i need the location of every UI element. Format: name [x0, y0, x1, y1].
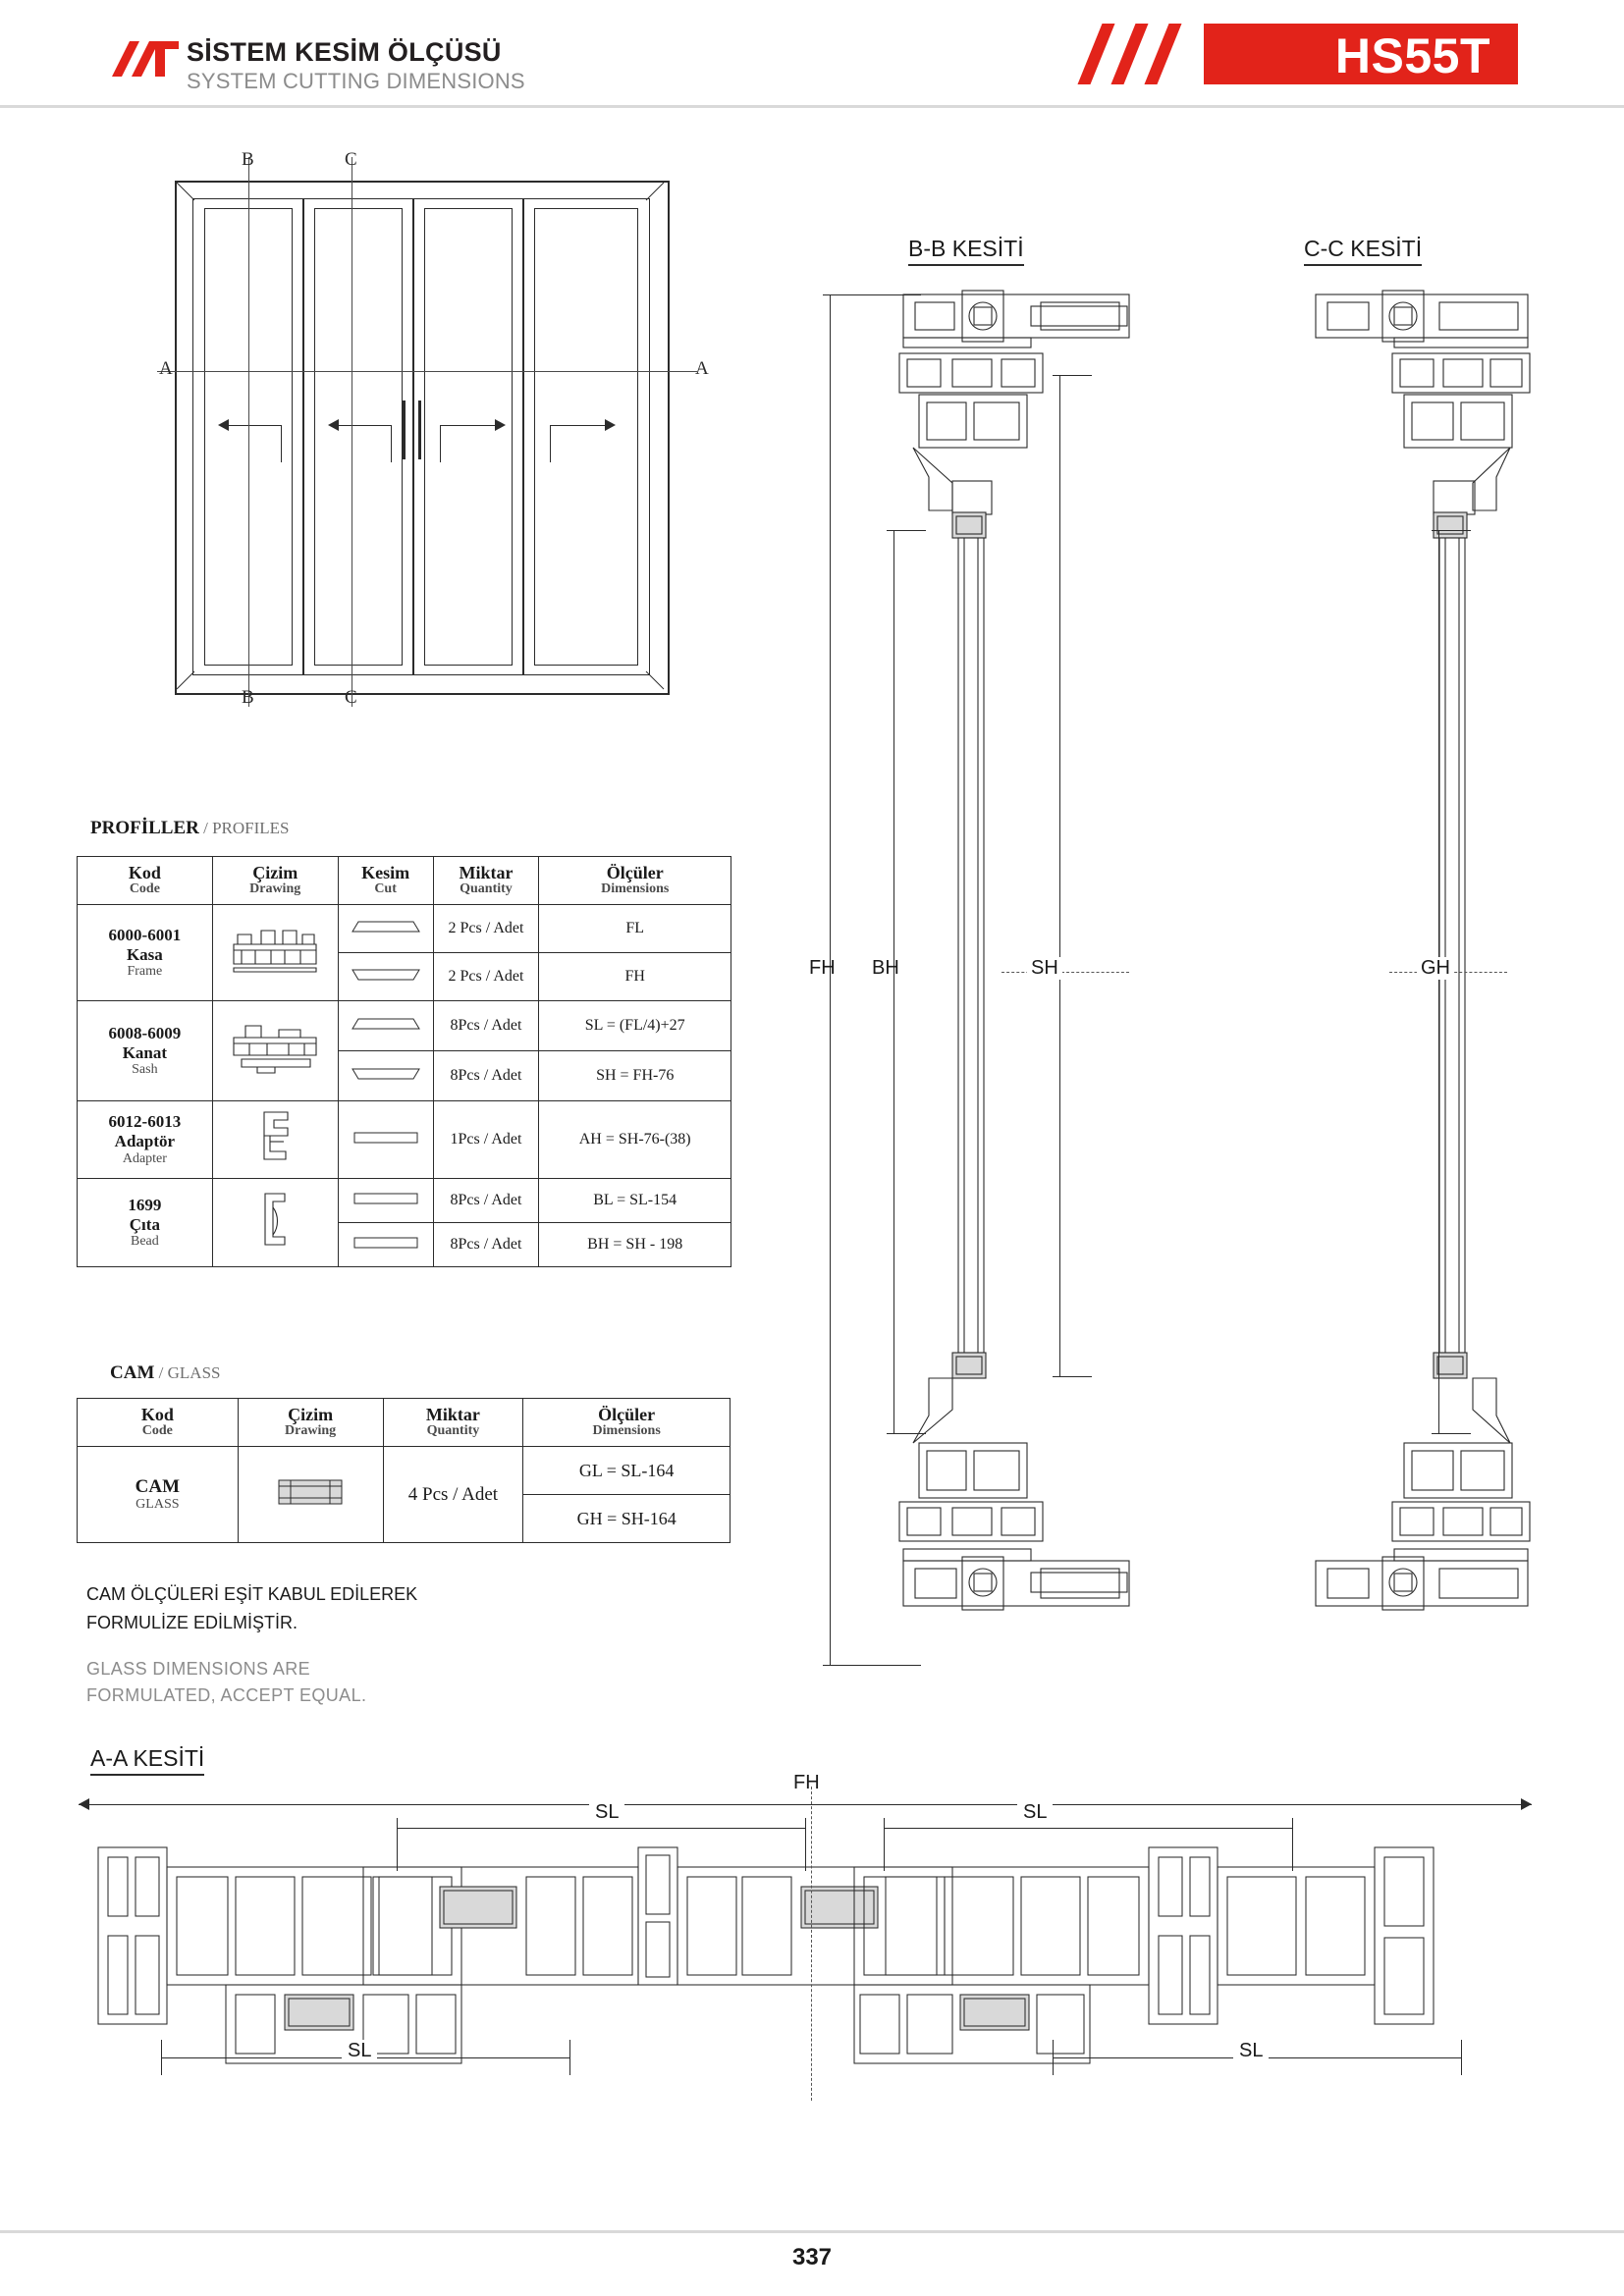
profiles-header-code-en: Code — [129, 881, 160, 897]
profiles-row1-code-num: 6000-6001 — [108, 925, 182, 944]
profiles-row2-qty-2: 8Pcs / Adet — [433, 1051, 539, 1101]
bb-dim-fh-line — [830, 294, 831, 1665]
profiles-row2-code-tr: Kanat — [122, 1042, 168, 1062]
aa-centre-line — [811, 1787, 812, 2101]
profiles-header-code-tr: Kod — [128, 862, 161, 882]
glass-header-dim — [523, 1399, 731, 1447]
profiles-row3-dim-1: AH = SH-76-(38) — [539, 1101, 731, 1179]
glass-label-sep: / — [154, 1363, 168, 1382]
bb-dim-bh-line — [893, 530, 894, 1433]
profiles-row1-cut-2 — [338, 953, 433, 1001]
mark-c-bottom: C — [345, 687, 357, 708]
slide-tick-1 — [281, 425, 282, 462]
section-bb-caption-underline — [908, 264, 1024, 266]
mark-b-bottom: B — [242, 687, 254, 708]
profiles-header-drawing — [212, 857, 338, 905]
aa-dim-sl2-label: SL — [1017, 1801, 1053, 1824]
adapter-profile-icon — [212, 1101, 338, 1179]
profiles-header-drawing-tr: Çizim — [252, 862, 298, 882]
cut-shape-rectangle — [351, 1235, 421, 1251]
profiles-header-cut-en: Cut — [374, 881, 397, 897]
slide-arrow-2 — [336, 425, 391, 426]
aa-dim-sl1-line — [397, 1828, 805, 1829]
note-en-line1: GLASS DIMENSIONS ARE — [86, 1659, 311, 1679]
profiles-row2-dim-2: SH = FH-76 — [539, 1051, 731, 1101]
section-cc-caption-text: C-C KESİTİ — [1304, 236, 1423, 261]
profiles-row4-code-tr: Çıta — [129, 1214, 160, 1234]
aa-dim-sl3-label: SL — [342, 2040, 377, 2062]
profiles-row4-dim-1: BL = SL-154 — [539, 1179, 731, 1223]
profiles-row4-cut-1 — [338, 1179, 433, 1223]
note-tr-line2: FORMULİZE EDİLMİŞTİR. — [86, 1613, 298, 1632]
section-bb-caption-text: B-B KESİTİ — [908, 236, 1024, 261]
glass-row-code — [78, 1447, 239, 1543]
profiles-row4-qty-1: 8Pcs / Adet — [433, 1179, 539, 1223]
slide-arrow-1-head — [218, 419, 229, 431]
header-divider — [0, 105, 1624, 108]
glass-header-qty-tr: Miktar — [425, 1404, 480, 1424]
table-row — [78, 905, 731, 953]
profiles-row1-qty-2: 2 Pcs / Adet — [433, 953, 539, 1001]
glass-unit-icon — [238, 1447, 383, 1543]
aa-dim-sl1-label: SL — [589, 1801, 624, 1824]
profiles-row2-code — [78, 1001, 213, 1101]
glass-row-qty: 4 Pcs / Adet — [383, 1447, 523, 1543]
glass-row-code-tr: CAM — [135, 1475, 181, 1497]
mark-a-left: A — [159, 358, 173, 379]
slide-arrow-3 — [440, 425, 495, 426]
glass-header-code — [78, 1399, 239, 1447]
section-cc-caption-underline — [1304, 264, 1422, 266]
profiles-row4-code-en: Bead — [130, 1234, 159, 1250]
profiles-row3-code — [78, 1101, 213, 1179]
note-tr-line1: CAM ÖLÇÜLERİ EŞİT KABUL EDİLEREK — [86, 1584, 418, 1604]
cut-line-b — [248, 157, 249, 707]
profiles-row4-cut-2 — [338, 1223, 433, 1267]
profiles-row3-code-num: 6012-6013 — [108, 1112, 182, 1132]
bb-dim-fh-bot-tick — [823, 1665, 921, 1666]
section-aa-caption-underline — [90, 1774, 204, 1776]
profiles-header-qty — [433, 857, 539, 905]
handle-left — [403, 400, 406, 459]
aa-dim-fh-label: FH — [787, 1772, 826, 1794]
cut-shape-trapezoid — [351, 967, 421, 983]
glass-header-drawing-en: Drawing — [285, 1423, 337, 1439]
slide-arrow-4 — [550, 425, 605, 426]
bb-dim-bh-label: BH — [872, 957, 899, 979]
glass-table — [77, 1398, 731, 1543]
glass-header-drawing-tr: Çizim — [288, 1404, 334, 1424]
aa-dim-sl4-right-tick — [1461, 2040, 1462, 2075]
slide-tick-2 — [391, 425, 392, 462]
cut-shape-trapezoid — [351, 919, 421, 934]
aa-dim-sl3-left-tick — [161, 2040, 162, 2075]
bb-dim-bh-bot-tick — [887, 1433, 926, 1434]
bb-dim-sh-bot-tick — [1053, 1376, 1092, 1377]
profiles-table-label — [90, 818, 290, 839]
profiles-label-sep: / — [198, 819, 213, 837]
glass-row-code-en: GLASS — [135, 1497, 180, 1513]
section-cc-caption — [1304, 236, 1422, 266]
profiles-row2-dim-1: SL = (FL/4)+27 — [539, 1001, 731, 1051]
frame-profile-icon — [212, 905, 338, 1001]
aa-dim-sl3-right-tick — [569, 2040, 570, 2075]
bead-profile-icon — [212, 1179, 338, 1267]
profiles-row1-dim-2: FH — [539, 953, 731, 1001]
glass-header-qty — [383, 1399, 523, 1447]
system-code-badge — [1204, 24, 1518, 84]
glass-label-en: GLASS — [167, 1363, 221, 1382]
bb-dim-sh-label: SH — [1027, 957, 1062, 980]
profiles-row4-code-num: 1699 — [128, 1195, 162, 1214]
section-bb-caption — [908, 236, 1024, 266]
profiles-row1-dim-1: FL — [539, 905, 731, 953]
cut-shape-rectangle — [351, 1130, 421, 1146]
glass-table-header-row — [78, 1399, 731, 1447]
profiles-row3-code-en: Adapter — [122, 1150, 167, 1166]
glass-header-dim-tr: Ölçüler — [598, 1404, 656, 1424]
sash-2-glass — [314, 208, 403, 666]
profiles-header-cut — [338, 857, 433, 905]
aa-dim-top-extent — [79, 1804, 1532, 1805]
table-row — [78, 1001, 731, 1051]
system-code-label: HS55T — [1334, 28, 1490, 83]
cut-shape-trapezoid — [351, 1016, 421, 1032]
profiles-header-drawing-en: Drawing — [249, 881, 301, 897]
sash-profile-icon — [212, 1001, 338, 1101]
profiles-row2-qty-1: 8Pcs / Adet — [433, 1001, 539, 1051]
glass-table-label — [110, 1362, 220, 1384]
profiles-row1-code-tr: Kasa — [126, 944, 163, 964]
glass-header-dim-en: Dimensions — [592, 1423, 661, 1439]
slide-arrow-4-head — [605, 419, 616, 431]
section-bb-drawing — [805, 285, 1178, 1679]
slide-tick-4 — [550, 425, 551, 462]
profiles-header-code — [78, 857, 213, 905]
page-title-en: SYSTEM CUTTING DIMENSIONS — [187, 69, 525, 93]
page-title-tr: SİSTEM KESİM ÖLÇÜSÜ — [187, 37, 502, 67]
profiles-table-header-row — [78, 857, 731, 905]
elevation-drawing — [175, 175, 676, 705]
section-aa-caption-text: A-A KESİTİ — [90, 1745, 205, 1771]
profiles-row4-qty-2: 8Pcs / Adet — [433, 1223, 539, 1267]
cc-dim-gh-label: GH — [1417, 957, 1454, 980]
slide-arrow-1 — [226, 425, 281, 426]
note-en-line2: FORMULATED, ACCEPT EQUAL. — [86, 1685, 367, 1705]
profiles-row1-code-en: Frame — [127, 964, 163, 980]
glass-header-code-tr: Kod — [140, 1404, 174, 1424]
decorative-slashes — [1080, 24, 1204, 84]
bb-dim-fh-top-tick — [823, 294, 921, 295]
profiles-row3-cut-1 — [338, 1101, 433, 1179]
glass-header-code-en: Code — [141, 1423, 173, 1439]
footer-divider — [0, 2230, 1624, 2233]
aa-dim-top-left-arrow — [79, 1798, 89, 1810]
mark-b-top: B — [242, 149, 254, 170]
profiles-row2-code-num: 6008-6009 — [108, 1023, 182, 1042]
sash-3-glass — [424, 208, 513, 666]
profiles-label-tr: PROFİLLER — [90, 818, 199, 838]
alfa-logo — [110, 37, 181, 80]
profiles-row3-code-tr: Adaptör — [114, 1132, 176, 1150]
aa-dim-sl1-right-tick — [805, 1818, 806, 1871]
bb-dim-sh-guide — [1001, 972, 1129, 973]
aa-dim-sl2-line — [884, 1828, 1292, 1829]
aa-dim-sl2-left-tick — [884, 1818, 885, 1871]
cut-line-a — [157, 371, 697, 372]
bb-dim-sh-top-tick — [1053, 375, 1092, 376]
mark-c-top: C — [345, 149, 357, 170]
page-header — [0, 0, 1624, 106]
table-row — [78, 1101, 731, 1179]
profiles-row1-qty-1: 2 Pcs / Adet — [433, 905, 539, 953]
section-aa-caption — [90, 1745, 204, 1776]
aa-dim-sl2-right-tick — [1292, 1818, 1293, 1871]
profiles-header-cut-tr: Kesim — [361, 862, 410, 882]
slide-arrow-3-head — [495, 419, 506, 431]
cc-dim-gh-line — [1438, 530, 1439, 1433]
profiles-table — [77, 856, 731, 1267]
cut-shape-rectangle — [351, 1191, 421, 1206]
aa-dim-sl4-label: SL — [1233, 2040, 1269, 2062]
cut-shape-trapezoid — [351, 1066, 421, 1082]
profiles-row1-cut-1 — [338, 905, 433, 953]
profiles-header-dim — [539, 857, 731, 905]
glass-row-dim-1: GL = SL-164 — [523, 1447, 731, 1495]
page-number: 337 — [791, 2244, 833, 2270]
profiles-header-qty-tr: Miktar — [459, 862, 514, 882]
glass-header-qty-en: Quantity — [426, 1423, 480, 1439]
table-row — [78, 1447, 731, 1495]
handle-right — [418, 400, 421, 459]
glass-header-drawing — [238, 1399, 383, 1447]
profiles-row4-code — [78, 1179, 213, 1267]
section-cc-drawing — [1276, 285, 1551, 1679]
bb-dim-fh-label: FH — [809, 957, 836, 979]
mark-a-right: A — [695, 358, 709, 379]
glass-row-dim-2: GH = SH-164 — [523, 1495, 731, 1543]
bb-dim-bh-top-tick — [887, 530, 926, 531]
aa-dim-sl4-left-tick — [1053, 2040, 1054, 2075]
profiles-row2-code-en: Sash — [132, 1062, 158, 1078]
profiles-row2-cut-2 — [338, 1051, 433, 1101]
profiles-row1-code — [78, 905, 213, 1001]
glass-label-tr: CAM — [110, 1362, 155, 1383]
profiles-row3-qty-1: 1Pcs / Adet — [433, 1101, 539, 1179]
profiles-header-dim-tr: Ölçüler — [606, 862, 664, 882]
cc-dim-gh-bot-tick — [1432, 1433, 1471, 1434]
slide-tick-3 — [440, 425, 441, 462]
profiles-header-qty-en: Quantity — [460, 881, 513, 897]
profiles-header-dim-en: Dimensions — [601, 881, 670, 897]
cc-dim-gh-top-tick — [1432, 530, 1471, 531]
slide-arrow-2-head — [328, 419, 339, 431]
bb-dim-sh-line — [1059, 375, 1060, 1376]
aa-dim-sl1-left-tick — [397, 1818, 398, 1871]
table-row — [78, 1179, 731, 1223]
profiles-row4-dim-2: BH = SH - 198 — [539, 1223, 731, 1267]
aa-dim-top-right-arrow — [1521, 1798, 1532, 1810]
profiles-row2-cut-1 — [338, 1001, 433, 1051]
profiles-label-en: PROFILES — [212, 819, 290, 837]
